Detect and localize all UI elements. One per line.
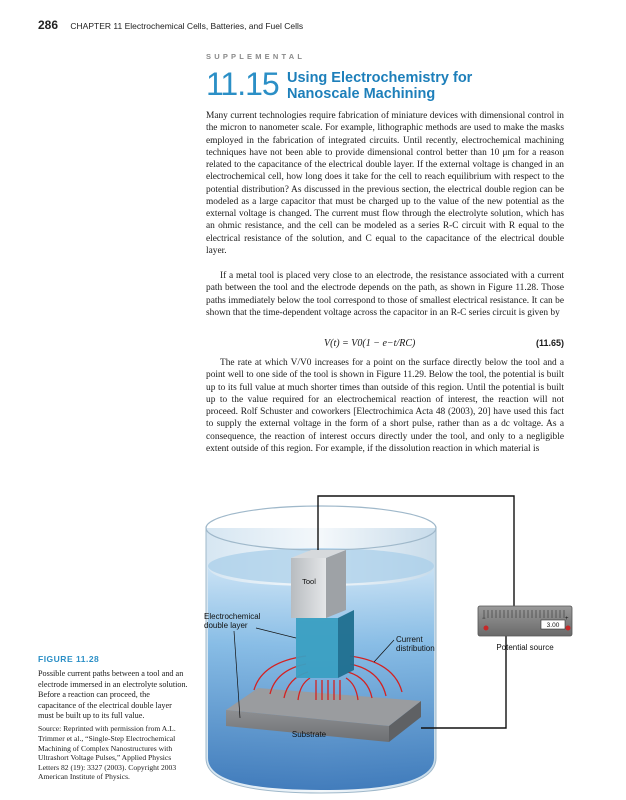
figure-caption-text: Possible current paths between a tool and an electrode immersed in an electrolyte solution. Before a reaction can proceed, the capacitance of the electrical double layer must be built up to its full value.	[38, 669, 188, 721]
equation-formula: V(t) = V0(1 − e−t/RC)	[324, 338, 416, 349]
edl-label-line1: Electrochemical	[204, 612, 261, 621]
current-label-line1: Current	[396, 635, 423, 644]
section-number: 11.15	[206, 66, 279, 102]
paragraph-2: If a metal tool is placed very close to an electrode, the resistance associated with a current path between the tool and the electrode depends on the path, as shown in Figure 11.28. Those paths immediately below the tool correspond to those of smallest electrical resistance. It can be shown that the time-dependent voltage across the capacitor in an R-C series circuit is given by	[206, 271, 564, 318]
potential-source	[478, 606, 572, 652]
negative-terminal	[484, 626, 489, 631]
edl-label-line2: double layer	[204, 621, 248, 630]
plus-sign: +	[565, 616, 569, 622]
chapter-title: CHAPTER 11 Electrochemical Cells, Batteries, and Fuel Cells	[70, 21, 304, 31]
running-header	[38, 18, 303, 32]
supplemental-label: SUPPLEMENTAL	[206, 52, 306, 61]
substrate-label: Substrate	[291, 730, 327, 739]
paragraph-3: The rate at which V/V0 increases for a point on the surface directly below the tool and a point well to one side of the tool is shown in Figure 11.29. Below the tool, the potential is built up to its full value at much shorter times than outside of this region. Until the potential is built up to the value required for an electrochemical reaction of interest, the reaction will not proceed. Rolf Schuster and coworkers [Electrochimica Acta 48 (2003), 20] have used this fact to supply the external voltage in the form of a short pulse, rather than as a dc voltage. As a consequence, the reaction of interest occurs directly under the tool, and only to a negligible extent outside of this region. For example, if the dissolution reaction in which material is	[206, 358, 564, 454]
section-title-line2: Nanoscale Machining	[287, 86, 436, 102]
figure-caption	[38, 654, 188, 782]
figure-source: Source: Reprinted with permission from A.L. Trimmer et al., “Single-Step Electrochemical Machining of Complex Nanostructures with Ultrashort Voltage Pulses,” Applied Physics Letters 82 (19): 3327 (2003). Copyright 2003 American Institute of Physics.	[38, 724, 177, 782]
section-title	[287, 70, 472, 102]
figure-11-28-illustration	[196, 488, 596, 800]
tool-label: Tool	[302, 577, 316, 586]
voltage-display-value: 3.00	[546, 622, 560, 629]
section-title-line1: Using Electrochemistry for	[287, 70, 473, 86]
equation-number: (11.65)	[535, 338, 564, 348]
minus-sign: −	[482, 616, 486, 622]
positive-terminal	[566, 626, 571, 631]
figure-label: FIGURE 11.28	[38, 654, 100, 664]
equation-11-65	[206, 338, 564, 352]
electrochemical-double-layer	[296, 618, 338, 678]
page-number: 286	[38, 18, 59, 32]
current-label-line2: distribution	[396, 644, 435, 653]
potential-source-label: Potential source	[496, 643, 554, 652]
paragraph-1: Many current technologies require fabrication of miniature devices with dimensional control in the micron to nanometer scale. For example, lithographic methods are used to make the masks employed in the fabrication of integrated circuits. Until recently, electrochemical machining techniques have not been able to provide dimensional control better than 10 μm for a reason related to the capacitance of the electrical double layer. If the external voltage is changed in an electrochemical cell, how long does it take for the cell to reach equilibrium with respect to the potential distribution? As discussed in the previous section, the electrical double region can be modeled as a large capacitor that must be charged up to the value of the new potential as the external voltage is changed. The current must flow through the electrolyte solution, which has an ohmic resistance, and the cell can be modeled as a series R-C circuit with R equal to the electrical resistance of the solution, and C equal to the capacitance of the electrical double layer.	[206, 111, 564, 256]
